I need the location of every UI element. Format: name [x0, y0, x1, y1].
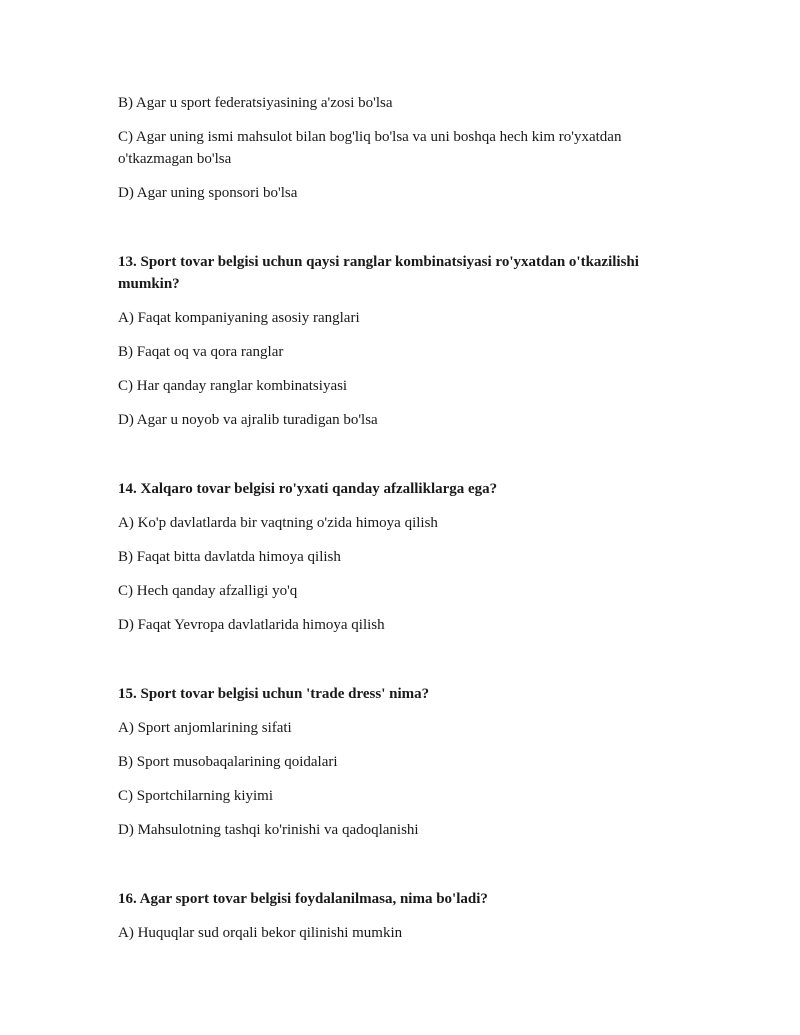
option-d: D) Faqat Yevropa davlatlarida himoya qilish	[118, 617, 385, 633]
question-title: 16. Agar sport tovar belgisi foydalanilmasa, nima bo'ladi?	[118, 891, 488, 907]
option-b: B) Faqat oq va qora ranglar	[118, 344, 284, 360]
option-d: D) Agar uning sponsori bo'lsa	[118, 185, 298, 201]
option-b: B) Agar u sport federatsiyasining a'zosi bo'lsa	[118, 95, 393, 111]
option-c: C) Hech qanday afzalligi yo'q	[118, 583, 298, 599]
option-c: C) Sportchilarning kiyimi	[118, 788, 273, 804]
spacer	[118, 443, 678, 478]
question-title: 15. Sport tovar belgisi uchun 'trade dress' nima?	[118, 686, 430, 702]
option-b: B) Faqat bitta davlatda himoya qilish	[118, 549, 341, 565]
question-block-16	[118, 888, 678, 944]
option-a: A) Huquqlar sud orqali bekor qilinishi mumkin	[118, 925, 403, 941]
option-d: D) Agar u noyob va ajralib turadigan bo'lsa	[118, 412, 378, 428]
question-block-14	[118, 478, 678, 636]
document-page	[118, 92, 678, 956]
spacer	[118, 853, 678, 888]
question-title: 13. Sport tovar belgisi uchun qaysi ranglar kombinatsiyasi ro'yxatdan o'tkazilishi mumkin?	[118, 254, 639, 292]
spacer	[118, 648, 678, 683]
option-d: D) Mahsulotning tashqi ko'rinishi va qadoqlanishi	[118, 822, 419, 838]
spacer	[118, 216, 678, 251]
option-a: A) Ko'p davlatlarda bir vaqtning o'zida himoya qilish	[118, 515, 438, 531]
option-a: A) Sport anjomlarining sifati	[118, 720, 292, 736]
question-block-12	[118, 92, 678, 204]
question-block-15	[118, 683, 678, 841]
option-a: A) Faqat kompaniyaning asosiy ranglari	[118, 310, 360, 326]
question-block-13	[118, 251, 678, 431]
question-title: 14. Xalqaro tovar belgisi ro'yxati qanday afzalliklarga ega?	[118, 481, 498, 497]
option-b: B) Sport musobaqalarining qoidalari	[118, 754, 338, 770]
option-c: C) Har qanday ranglar kombinatsiyasi	[118, 378, 348, 394]
option-c: C) Agar uning ismi mahsulot bilan bog'liq bo'lsa va uni boshqa hech kim ro'yxatdan o'tkazmagan bo'lsa	[118, 129, 622, 167]
